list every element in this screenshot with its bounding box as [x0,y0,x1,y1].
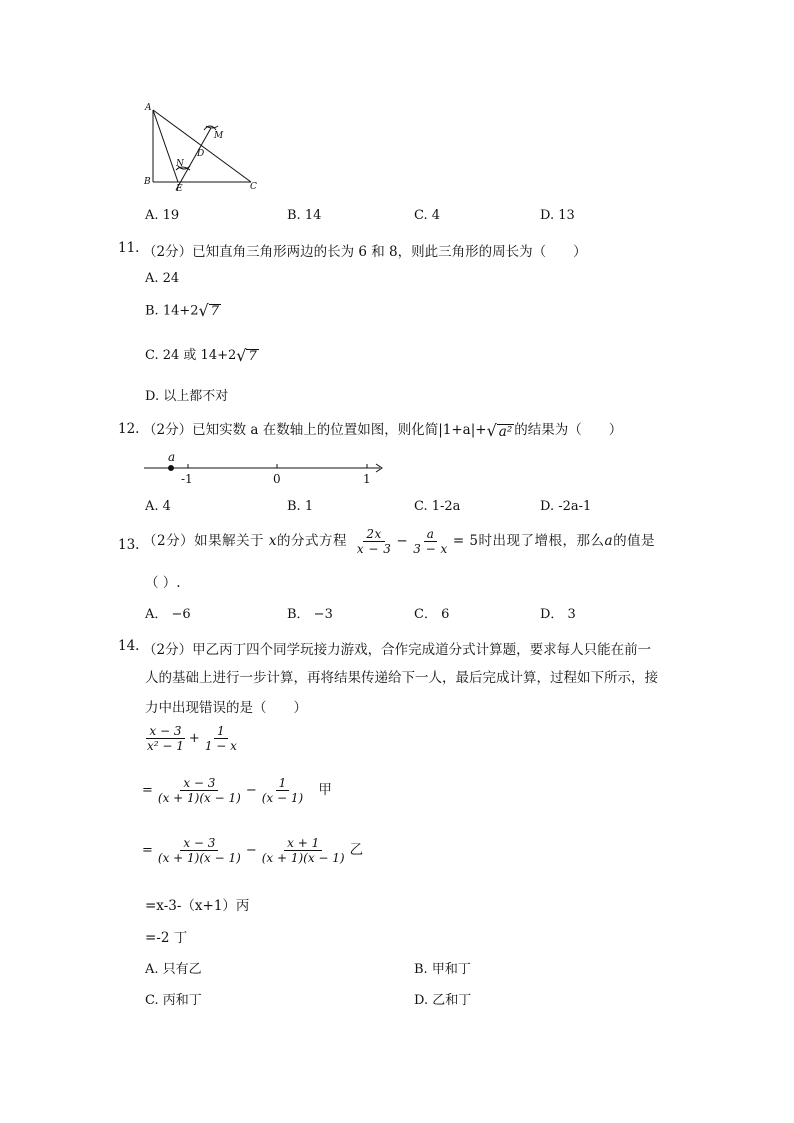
fraction: $\frac{1}{(x - 1)}$ [261,776,304,805]
q10-option-d[interactable]: D. 13 [540,208,575,223]
plus-sign: + [188,731,200,746]
equals-sign: = [142,783,153,798]
label-D: D [197,149,205,159]
q13-var-x: x [268,533,278,549]
q13-stem-prefix: （2分）如果解关于 [143,533,265,549]
fraction: $\frac{1}{1 - x}$ [204,724,237,753]
q12-option-b[interactable]: B. 1 [287,499,314,514]
q11-stem: （2分）已知直角三角形两边的长为 6 和 8，则此三角形的周长为（ ） [143,244,587,260]
label-C: C [250,182,257,192]
q13-stem-after: 时出现了增根，那么 [478,533,605,549]
q11-option-d[interactable]: D. 以上都不对 [145,389,229,404]
sqrt-symbol: √ 7 [236,345,257,365]
q13-option-b[interactable]: B． −3 [287,607,333,622]
sqrt-symbol: √ a² [486,420,513,440]
q13-option-d[interactable]: D． 3 [540,607,576,622]
radicand: a² [498,423,513,440]
triangle-figure [140,100,270,192]
q13-stem-end: 的值是 [613,533,656,549]
q13-option-c[interactable]: C． 6 [414,607,450,622]
q14-option-d[interactable]: D. 乙和丁 [414,993,472,1008]
label-N: N [176,159,184,169]
q14-option-b[interactable]: B. 甲和丁 [414,962,471,977]
q12-stem [143,418,622,439]
radicand: 7 [210,304,220,319]
label-M: M [214,131,224,141]
q13-option-a[interactable]: A． −6 [145,607,191,622]
equals-five: = 5 [452,533,479,549]
q14-step-jia [142,776,332,805]
q14-step-ding: =-2 丁 [145,930,188,946]
q10-option-c[interactable]: C. 4 [414,208,441,223]
fraction: $\frac{a}{3 - x}$ [413,527,448,556]
radicand: 7 [248,348,257,364]
q13-stem-mid: 的分式方程 [277,533,348,549]
q13-stem [143,527,655,556]
fraction: $\frac{x - 3}{(x + 1)(x - 1)}$ [157,836,241,865]
minus-sign: − [396,533,409,549]
q14-step-yi [142,836,363,865]
fraction: $\frac{x - 3}{(x + 1)(x - 1)}$ [157,776,241,805]
point-label-a: a [168,450,176,464]
q12-option-c[interactable]: C. 1-2a [414,499,461,514]
q13-number: 13. [118,537,140,553]
q13-line2: （ ）. [145,575,181,591]
number-line [140,450,390,488]
q12-stem-suffix: 的结果为（ ） [514,422,623,438]
fraction: $\frac{x - 3}{\text{x² − 1}}$ [147,724,184,753]
q13-var-a: a [604,533,614,549]
label-A: A [145,103,152,113]
fraction: $\frac{x + 1}{(x + 1)(x - 1)}$ [261,836,345,865]
tick-label-0: 0 [273,472,281,486]
q12-option-a[interactable]: A. 4 [145,499,171,514]
q14-option-c[interactable]: C. 丙和丁 [145,993,202,1008]
label-E: E [176,184,183,192]
tick-label-neg1: -1 [181,472,193,486]
q12-number: 12. [118,421,140,437]
equals-sign: = [142,843,153,858]
q11-number: 11. [118,240,140,256]
q14-expression [142,724,242,753]
tick-label-1: 1 [363,472,371,486]
q11-option-c[interactable] [145,344,259,364]
q14-line1: （2分）甲乙丙丁四个同学玩接力游戏，合作完成道分式计算题，要求每人只能在前一 [143,642,652,658]
q11-option-a[interactable]: A. 24 [145,271,180,286]
q11-option-b[interactable] [145,303,221,319]
student-label: 甲 [318,782,332,798]
fraction: $\frac{2x}{x - 3}$ [356,527,392,556]
q11-option-c-text: C. 24 或 14+2 [145,348,237,363]
q11-option-b-text: B. 14+2 [145,303,199,319]
q10-option-a[interactable]: A. 19 [145,208,180,223]
q14-number: 14. [118,638,140,654]
q14-step-bing: =x-3-（x+1）丙 [145,898,250,914]
label-B: B [144,177,151,187]
q12-option-d[interactable]: D. -2a-1 [540,499,592,514]
q14-line3: 力中出现错误的是（ ） [145,700,307,716]
student-label: 乙 [349,842,364,858]
minus-sign: − [245,843,257,858]
sqrt-symbol: √ 7 [198,301,220,320]
q10-option-b[interactable]: B. 14 [287,208,322,223]
q12-stem-prefix: （2分）已知实数 a 在数轴上的位置如图，则化简|1+a|+ [143,422,487,438]
minus-sign: − [245,783,257,798]
q14-line2: 人的基础上进行一步计算，再将结果传递给下一人，最后完成计算，过程如下所示，接 [145,670,658,686]
q14-option-a[interactable]: A. 只有乙 [145,962,202,977]
